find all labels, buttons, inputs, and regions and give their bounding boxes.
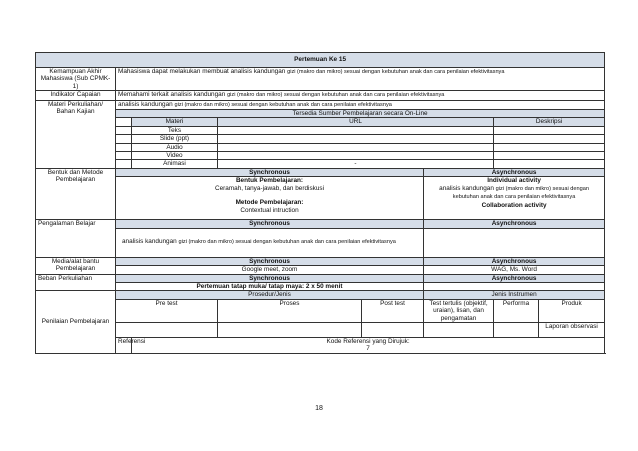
rps-table bbox=[35, 52, 605, 354]
row-animasi: Animasi bbox=[132, 160, 218, 168]
collaboration-activity: Collaboration activity bbox=[481, 201, 547, 209]
pengalaman-value: analisis kandungan gizi (makro dan mikro) sesuai dengan kebutuhan anak dan cara penilaian efektivitasnya bbox=[116, 228, 424, 257]
media-sync: Synchronous bbox=[116, 257, 424, 265]
prosedur-header: Prosedur/Jenis bbox=[116, 291, 424, 299]
bentuk-async-content: Individual activity analisis kandungan gizi (makro dan mikro) sesuai dengan kebutuhan anak dan cara penilaian efektivitasnya Collaboration activity bbox=[424, 177, 605, 220]
bentuk-sync: Synchronous bbox=[116, 168, 424, 176]
referensi-label: Referensi bbox=[116, 337, 132, 353]
meeting-title: Pertemuan Ke 15 bbox=[36, 53, 605, 68]
metode-pembelajaran-value: Contextual intruction bbox=[240, 206, 299, 214]
pengalaman-async: Asynchronous bbox=[424, 220, 605, 228]
page-number: 18 bbox=[315, 405, 323, 412]
pengalaman-label: Pengalaman Belajar bbox=[36, 220, 116, 257]
beban-async: Asynchronous bbox=[424, 274, 605, 282]
materi-label: Materi Perkuliahan/ Bahan Kajian bbox=[36, 100, 116, 168]
materi-value: analisis kandungan gizi (makro dan mikro) sesuai dengan kebutuhan anak dan cara penilaian efektivitasnya bbox=[116, 100, 605, 109]
test-tertulis: Test tertulis (objektif, uraian), lisan, dan pengamatan bbox=[424, 299, 494, 322]
metode-pembelajaran-title: Metode Pembelajaran: bbox=[235, 199, 304, 207]
animasi-url: - bbox=[218, 160, 494, 168]
individual-activity: Individual activity bbox=[487, 177, 541, 185]
instrumen-header: Jenis Instrumen bbox=[424, 291, 605, 299]
media-async: Asynchronous bbox=[424, 257, 605, 265]
media-label: Media/alat bantu Pembelajaran bbox=[36, 257, 116, 274]
row-teks: Teks bbox=[132, 126, 218, 134]
bentuk-pembelajaran-title: Bentuk Pembelajaran: bbox=[235, 177, 304, 185]
referensi-value: Kode Referensi yang Dirujuk: 7 bbox=[132, 337, 605, 353]
kemampuan-label: Kemampuan Akhir Mahasiswa (Sub CPMK-1) bbox=[36, 68, 116, 91]
performa: Performa bbox=[494, 299, 539, 322]
bentuk-async: Asynchronous bbox=[424, 168, 605, 176]
indikator-label: Indikator Capaian bbox=[36, 91, 116, 100]
beban-label: Beban Perkuliahan bbox=[36, 274, 116, 291]
pre-test: Pre test bbox=[116, 299, 218, 322]
col-deskripsi: Deskripsi bbox=[494, 118, 605, 126]
proses: Proses bbox=[218, 299, 362, 322]
laporan-observasi: Laporan observasi bbox=[539, 322, 605, 337]
bentuk-label: Bentuk dan Metode Pembelajaran bbox=[36, 168, 116, 219]
penilaian-label: Penilaian Pembelajaran bbox=[36, 291, 116, 353]
sumber-title: Tersedia Sumber Pembelajaran secara On-Line bbox=[116, 110, 605, 118]
kemampuan-value: Mahasiswa dapat melakukan membuat analisis kandungan gizi (makro dan mikro) sesuai dengan kebutuhan anak dan cara penilaian efektivitasnya bbox=[116, 68, 605, 91]
row-materi: Materi bbox=[132, 118, 218, 126]
bentuk-sync-content bbox=[116, 177, 424, 220]
pengalaman-sync: Synchronous bbox=[116, 220, 424, 228]
media-async-value: WAG, Ms. Word bbox=[424, 266, 605, 274]
referensi-kode: 7 bbox=[366, 345, 370, 353]
col-url: URL bbox=[218, 118, 494, 126]
media-sync-value: Google meet, zoom bbox=[116, 266, 424, 274]
beban-sync: Synchronous bbox=[116, 274, 424, 282]
row-slide: Slide (ppt) bbox=[132, 135, 218, 143]
beban-value: Pertemuan tatap muka/ tatap maya: 2 x 50 menit bbox=[116, 282, 424, 290]
row-audio: Audio bbox=[132, 143, 218, 151]
row-video: Video bbox=[132, 152, 218, 160]
post-test: Post test bbox=[362, 299, 424, 322]
indikator-value: Memahami terkait analisis kandungan gizi (makro dan mikro) sesuai dengan kebutuhan anak dan cara penilaian efektivitasnya bbox=[116, 91, 605, 100]
bentuk-pembelajaran-value: Ceramah, tanya-jawab, dan berdiskusi bbox=[214, 184, 325, 192]
produk: Produk bbox=[539, 299, 605, 322]
